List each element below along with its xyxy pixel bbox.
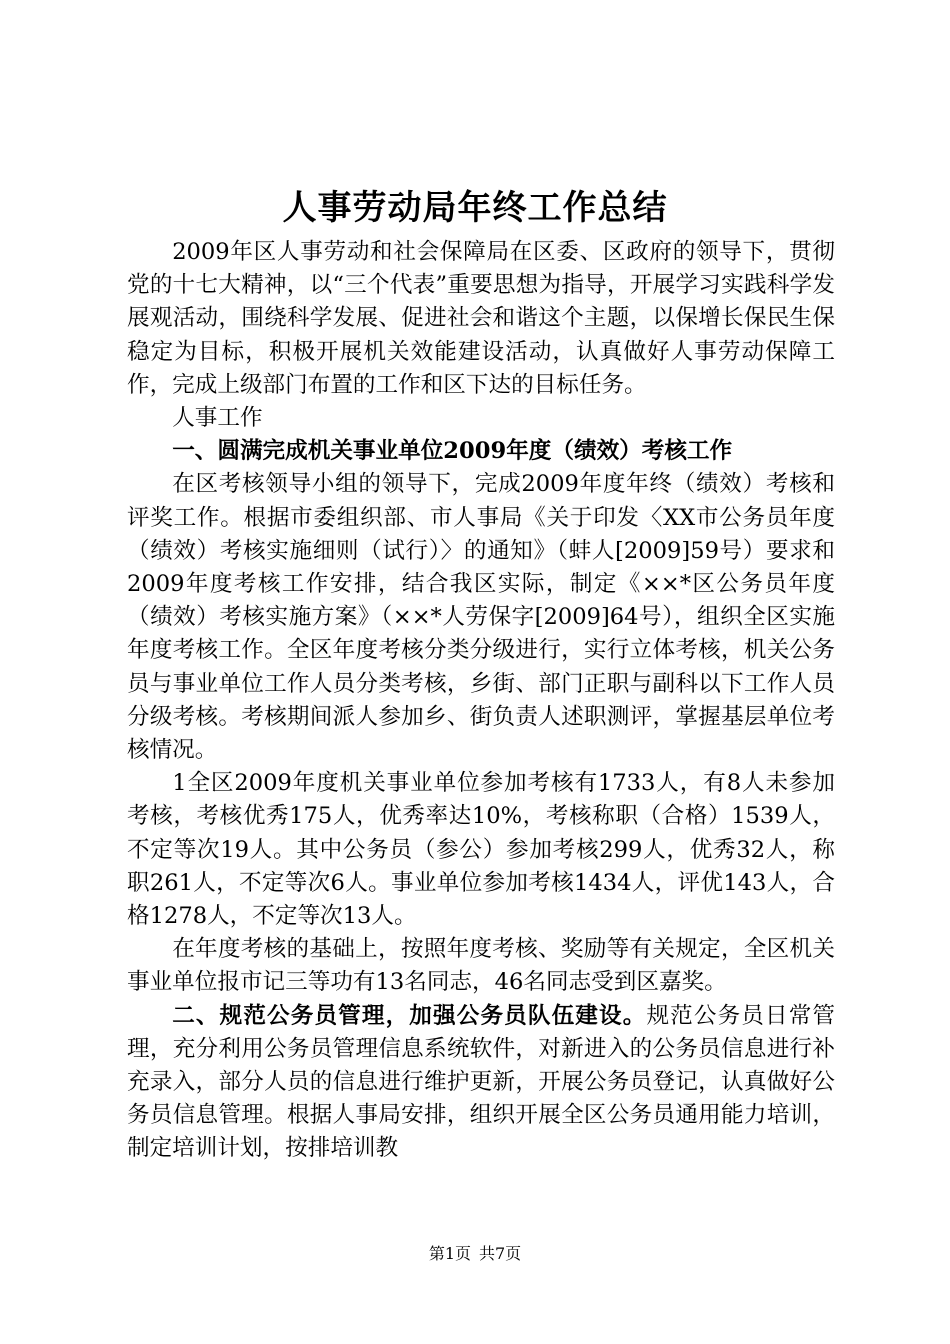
page-number: 第1页 [428,1244,471,1263]
section-label: 人事工作 [172,405,263,432]
page-total: 共7页 [479,1244,522,1263]
section-2-paragraph [127,1000,835,1166]
section-heading-1: 一、圆满完成机关事业单位2009年度（绩效）考核工作 [172,438,733,465]
document-title: 人事劳动局年终工作总结 [282,188,668,228]
page-footer [0,1243,950,1265]
statistics-paragraph: 1全区2009年度机关事业单位参加考核有1733人，有8人未参加考核，考核优秀175人，优秀率达10%，考核称职（合格）1539人，不定等次19人。其中公务员（参公）参加考核299人，优秀32人，称职261人，不定等次6人。事业单位参加考核1434人，评优143人，合格1278人，不定等次13人。 [127,770,835,930]
assessment-paragraph: 在区考核领导小组的领导下，完成2009年度年终（绩效）考核和评奖工作。根据市委组织部、市人事局《关于印发〈XX市公务员年度（绩效）考核实施细则（试行）〉的通知》（蚌人[2009]59号）要求和2009年度考核工作安排，结合我区实际，制定《××*区公务员年度（绩效）考核实施方案》（××*人劳保字[2009]64号），组织全区实施年度考核工作。全区年度考核分类分级进行，实行立体考核，机关公务员与事业单位工作人员分类考核，乡街、部门正职与副科以下工作人员分级考核。考核期间派人参加乡、街负责人述职测评，掌握基层单位考核情况。 [127,471,835,764]
intro-paragraph: 2009年区人事劳动和社会保障局在区委、区政府的领导下，贯彻党的十七大精神，以“三个代表”重要思想为指导，开展学习实践科学发展观活动，围绕科学发展、促进社会和谐这个主题，以保增长保民生保稳定为目标，积极开展机关效能建设活动，认真做好人事劳动保障工作，完成上级部门布置的工作和区下达的目标任务。 [127,239,835,398]
document-body [127,236,835,1166]
section-heading-2: 二、规范公务员管理，加强公务员队伍建设。 [172,1002,647,1029]
awards-paragraph: 在年度考核的基础上，按照年度考核、奖励等有关规定，全区机关事业单位报市记三等功有13名同志，46名同志受到区嘉奖。 [127,936,835,996]
section-2-text: 规范公务员日常管理，充分利用公务员管理信息系统软件，对新进入的公务员信息进行补充录入，部分人员的信息进行维护更新，开展公务员登记，认真做好公务员信息管理。根据人事局安排，组织开展全区公务员通用能力培训，制定培训计划，按排培训教 [127,1002,836,1162]
